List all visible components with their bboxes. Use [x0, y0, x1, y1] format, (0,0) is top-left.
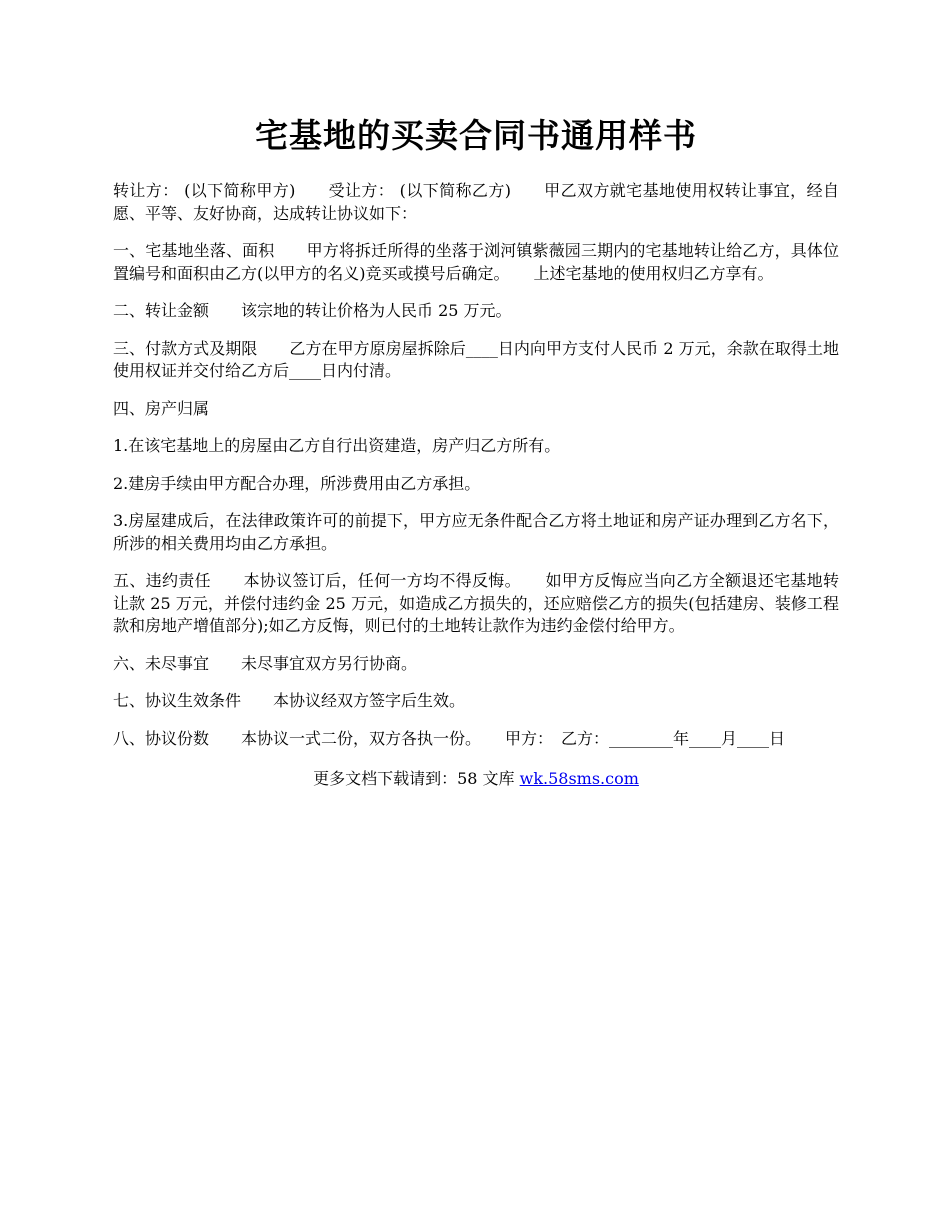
- page-title: 宅基地的买卖合同书通用样书: [255, 116, 697, 155]
- paragraph-clause-6: 六、未尽事宜 未尽事宜双方另行协商。: [113, 653, 418, 673]
- paragraph-clause-1: 一、宅基地坐落、面积 甲方将拆迁所得的坐落于浏河镇紫薇园三期内的宅基地转让给乙方，具体位置编号和面积由乙方(以甲方的名义)竞买或摸号后确定。 上述宅基地的使用权归乙方享有。: [113, 241, 839, 283]
- paragraph-clause-5: 五、违约责任 本协议签订后，任何一方均不得反悔。 如甲方反悔应当向乙方全额退还宅基地转让款 25 万元，并偿付违约金 25 万元，如造成乙方损失的，还应赔偿乙方的损失(包括建房、装修工程款和房地产增值部分);如乙方反悔，则已付的土地转让款作为违约金偿付给甲方。: [113, 571, 839, 635]
- paragraph-clause-8-signature: 八、协议份数 本协议一式二份，双方各执一份。 甲方： 乙方：________年____月____日: [113, 728, 786, 748]
- footer-link[interactable]: wk.58sms.com: [519, 769, 639, 788]
- paragraph-clause-7: 七、协议生效条件 本协议经双方签字后生效。: [113, 691, 466, 710]
- paragraph-clause-2: 二、转让金额 该宗地的转让价格为人民币 25 万元。: [113, 301, 512, 320]
- paragraph-parties: 转让方： (以下简称甲方) 受让方： (以下简称乙方) 甲乙双方就宅基地使用权转让事宜，经自愿、平等、友好协商，达成转让协议如下：: [113, 181, 839, 223]
- document-page: [113, 0, 839, 791]
- paragraph-clause-4-heading: 四、房产归属: [113, 398, 210, 418]
- paragraph-clause-4-item-2: 2.建房手续由甲方配合办理，所涉费用由乙方承担。: [113, 473, 481, 493]
- paragraph-clause-4-item-1: 1.在该宅基地上的房屋由乙方自行出资建造，房产归乙方所有。: [113, 436, 561, 455]
- paragraph-clause-3: 三、付款方式及期限 乙方在甲方原房屋拆除后____日内向甲方支付人民币 2 万元，余款在取得土地使用权证并交付给乙方后____日内付清。: [113, 338, 839, 380]
- paragraph-clause-4-item-3: 3.房屋建成后，在法律政策许可的前提下，甲方应无条件配合乙方将土地证和房产证办理到乙方名下，所涉的相关费用均由乙方承担。: [113, 511, 839, 553]
- footer-download-note: [113, 768, 839, 791]
- footer-prefix: 更多文档下载请到：58 文库: [313, 769, 520, 788]
